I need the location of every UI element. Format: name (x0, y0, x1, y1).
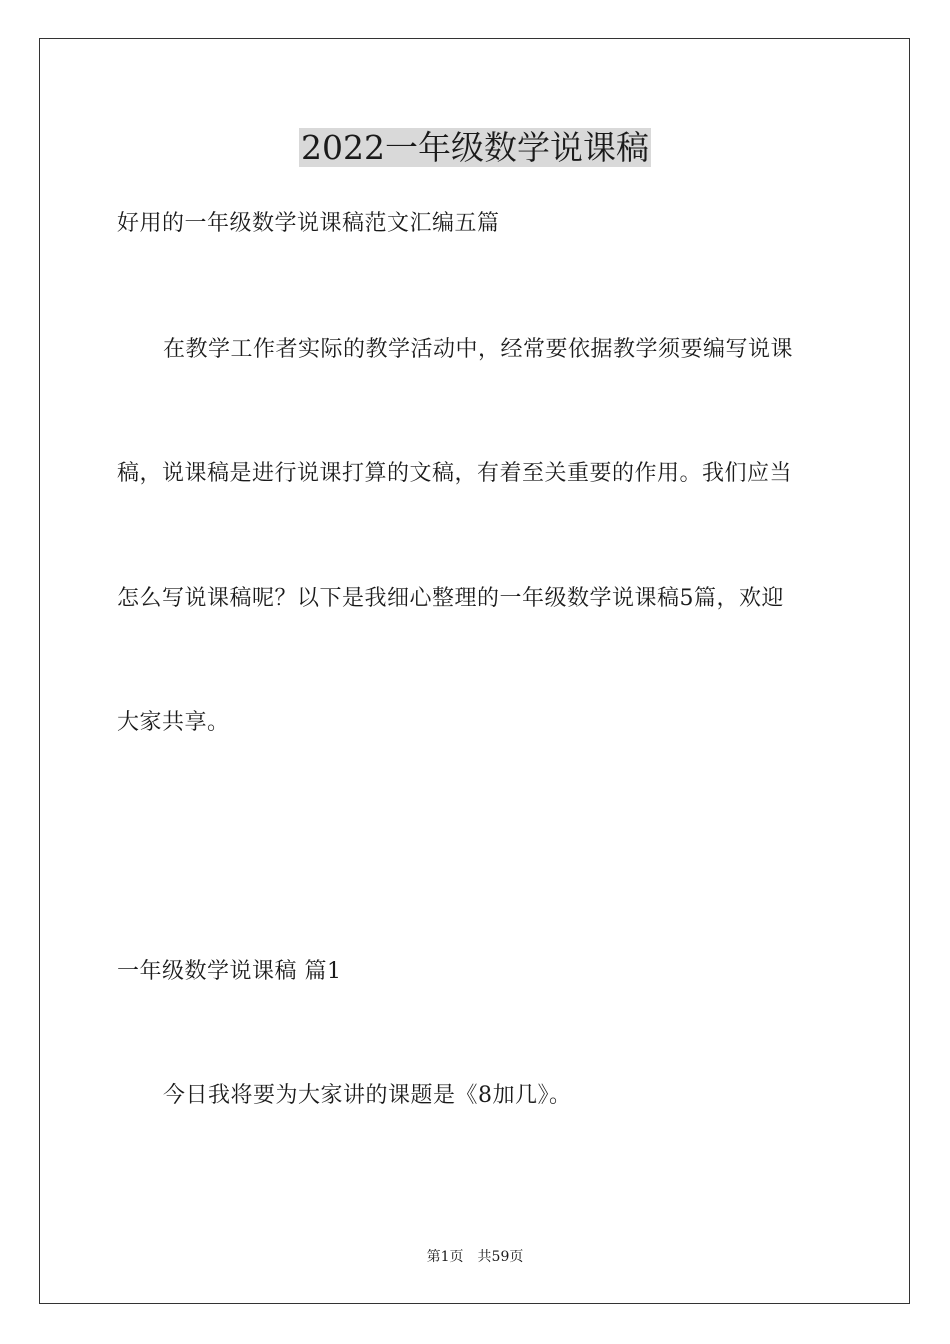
section-heading: 一年级数学说课稿 篇1 (117, 959, 342, 984)
page-footer: 第1页 共59页 (426, 1249, 524, 1265)
intro-line-4: 大家共享。 (117, 710, 230, 735)
document-title (0, 126, 950, 170)
intro-line-2: 稿，说课稿是进行说课打算的文稿，有着至关重要的作用。我们应当 (117, 461, 793, 486)
document-title-text: 2022一年级数学说课稿 (301, 128, 649, 167)
intro-line-3: 怎么写说课稿呢？以下是我细心整理的一年级数学说课稿5篇，欢迎 (117, 586, 784, 611)
intro-line-1: 在教学工作者实际的教学活动中，经常要依据教学须要编写说课 (163, 337, 794, 362)
document-subtitle: 好用的一年级数学说课稿范文汇编五篇 (117, 211, 500, 236)
section-first-line: 今日我将要为大家讲的课题是《8加几》。 (163, 1083, 572, 1108)
